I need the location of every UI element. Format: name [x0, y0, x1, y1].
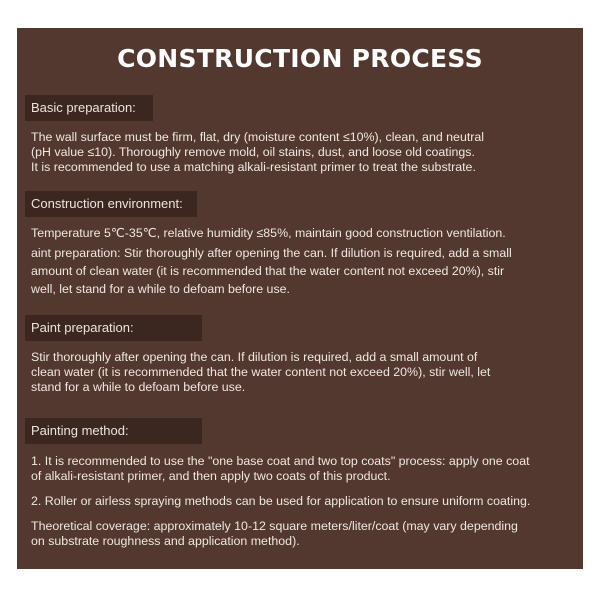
text-line: 2. Roller or airless spraying methods can be used for application to ensure uniform coating. [31, 494, 531, 508]
section-body-painting-method [31, 454, 579, 549]
text-line: Temperature 5℃-35℃, relative humidity ≤85%, maintain good construction ventilation. [31, 226, 506, 240]
text-line: clean water (it is recommended that the water content not exceed 20%), stir well, let [31, 365, 491, 379]
section-label-basic-preparation: Basic preparation: [25, 95, 153, 121]
text-line: 1. It is recommended to use the "one base coat and two top coats" process: apply one coat [31, 454, 530, 468]
text-line: The wall surface must be firm, flat, dry (moisture content ≤10%), clean, and neutral [31, 130, 485, 144]
section-body-basic-preparation [31, 130, 579, 175]
text-line: of alkali-resistant primer, and then apply two coats of this product. [31, 469, 391, 483]
section-body-construction-environment [31, 226, 579, 297]
text-line: on substrate roughness and application method). [31, 534, 300, 548]
text-line: stand for a while to defoam before use. [31, 380, 246, 394]
section-label-paint-preparation: Paint preparation: [25, 315, 202, 341]
text-line: Theoretical coverage: approximately 10-12 square meters/liter/coat (may vary depending [31, 519, 518, 533]
section-label-painting-method: Painting method: [25, 418, 202, 444]
construction-process-panel [17, 28, 583, 569]
text-line: Stir thoroughly after opening the can. If dilution is required, add a small amount of [31, 350, 478, 364]
section-label-construction-environment: Construction environment: [25, 191, 197, 217]
text-line: well, let stand for a while to defoam before use. [31, 282, 290, 296]
section-body-paint-preparation [31, 350, 579, 395]
text-line: (pH value ≤10). Thoroughly remove mold, oil stains, dust, and loose old coatings. [31, 145, 475, 159]
text-line: aint preparation: Stir thoroughly after opening the can. If dilution is required, add a small [31, 246, 512, 260]
text-line: It is recommended to use a matching alkali-resistant primer to treat the substrate. [31, 160, 476, 174]
page-title: CONSTRUCTION PROCESS [117, 44, 483, 73]
text-line: amount of clean water (it is recommended that the water content not exceed 20%), stir [31, 264, 505, 278]
